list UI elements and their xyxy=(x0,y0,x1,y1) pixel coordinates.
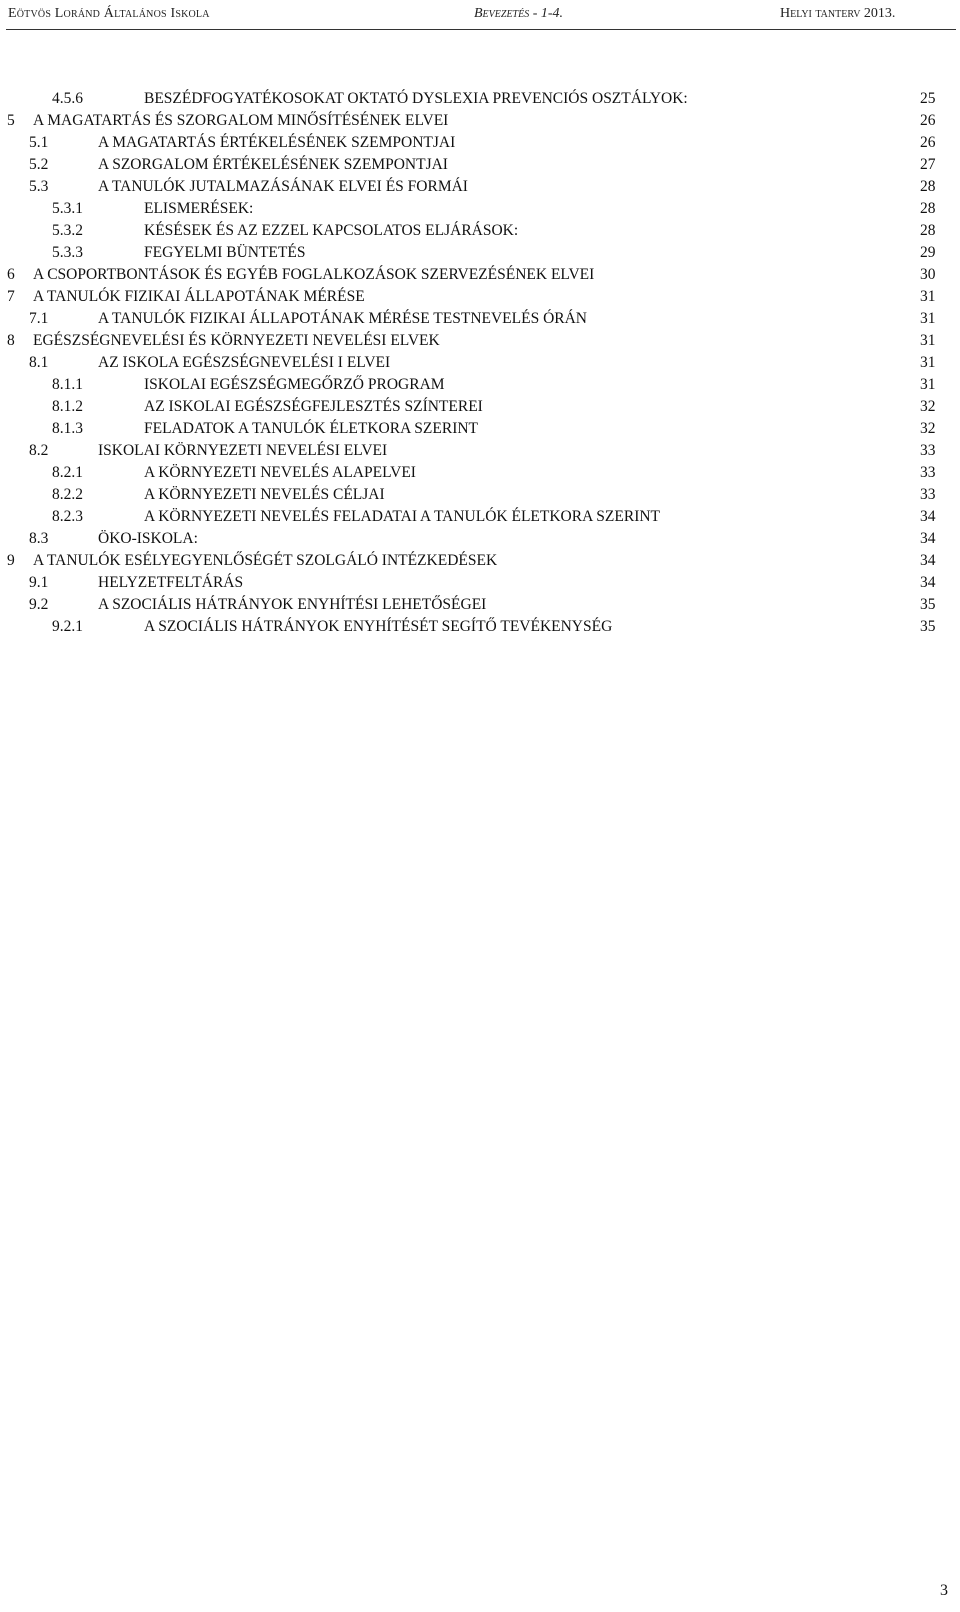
toc-entry[interactable] xyxy=(0,110,960,132)
toc-entry-page: 26 xyxy=(920,112,936,129)
table-of-contents xyxy=(0,88,960,638)
toc-entry-title: A SZORGALOM ÉRTÉKELÉSÉNEK SZEMPONTJAI xyxy=(98,156,448,173)
toc-entry-page: 32 xyxy=(920,398,936,415)
toc-entry[interactable] xyxy=(0,528,960,550)
toc-entry[interactable] xyxy=(0,330,960,352)
toc-entry-title: ÖKO-ISKOLA: xyxy=(98,530,198,547)
toc-entry-title: HELYZETFELTÁRÁS xyxy=(98,574,244,591)
header-divider xyxy=(6,29,956,30)
toc-entry-page: 34 xyxy=(920,530,936,547)
toc-entry-title: FELADATOK A TANULÓK ÉLETKORA SZERINT xyxy=(144,420,479,437)
toc-entry-title: BESZÉDFOGYATÉKOSOKAT OKTATÓ DYSLEXIA PREVENCIÓS OSZTÁLYOK: xyxy=(144,90,688,107)
toc-entry-page: 29 xyxy=(920,244,936,261)
toc-entry-title: FEGYELMI BÜNTETÉS xyxy=(144,244,306,261)
toc-entry-title: A KÖRNYEZETI NEVELÉS FELADATAI A TANULÓK ÉLETKORA SZERINT xyxy=(144,508,661,525)
toc-entry-title: A KÖRNYEZETI NEVELÉS ALAPELVEI xyxy=(144,464,416,481)
toc-entry-page: 28 xyxy=(920,200,936,217)
toc-entry-page: 35 xyxy=(920,596,936,613)
toc-entry-number: 8.1.3 xyxy=(52,420,83,437)
toc-entry-number: 7 xyxy=(7,288,15,305)
toc-entry-title: A CSOPORTBONTÁSOK ÉS EGYÉB FOGLALKOZÁSOK SZERVEZÉSÉNEK ELVEI xyxy=(33,266,595,283)
toc-entry-page: 28 xyxy=(920,178,936,195)
toc-entry-title: A MAGATARTÁS ÉS SZORGALOM MINŐSÍTÉSÉNEK ELVEI xyxy=(33,112,449,129)
toc-entry-title: A TANULÓK JUTALMAZÁSÁNAK ELVEI ÉS FORMÁI xyxy=(98,178,468,195)
toc-entry-number: 6 xyxy=(7,266,15,283)
toc-entry-page: 31 xyxy=(920,288,936,305)
toc-entry[interactable] xyxy=(0,132,960,154)
toc-entry-number: 5.3.1 xyxy=(52,200,83,217)
page-number: 3 xyxy=(940,1582,948,1599)
toc-entry-title: A MAGATARTÁS ÉRTÉKELÉSÉNEK SZEMPONTJAI xyxy=(98,134,456,151)
toc-entry-title: A TANULÓK FIZIKAI ÁLLAPOTÁNAK MÉRÉSE xyxy=(33,288,365,305)
toc-entry-number: 5 xyxy=(7,112,15,129)
toc-entry-page: 27 xyxy=(920,156,936,173)
toc-entry[interactable] xyxy=(0,176,960,198)
toc-entry-title: ISKOLAI EGÉSZSÉGMEGŐRZŐ PROGRAM xyxy=(144,376,445,393)
toc-entry-title: A SZOCIÁLIS HÁTRÁNYOK ENYHÍTÉSI LEHETŐSÉGEI xyxy=(98,596,487,613)
toc-entry-number: 8 xyxy=(7,332,15,349)
toc-entry[interactable] xyxy=(0,616,960,638)
toc-entry-title: EGÉSZSÉGNEVELÉSI ÉS KÖRNYEZETI NEVELÉSI ELVEK xyxy=(33,332,440,349)
toc-entry-page: 28 xyxy=(920,222,936,239)
toc-entry-title: ELISMERÉSEK: xyxy=(144,200,254,217)
toc-entry[interactable] xyxy=(0,264,960,286)
toc-entry[interactable] xyxy=(0,242,960,264)
toc-entry-number: 5.3 xyxy=(29,178,49,195)
toc-entry-number: 9.1 xyxy=(29,574,49,591)
header-school-name: Eötvös Loránd Általános Iskola xyxy=(8,6,210,21)
toc-entry-number: 8.1.2 xyxy=(52,398,83,415)
toc-entry-page: 31 xyxy=(920,376,936,393)
toc-entry-page: 33 xyxy=(920,486,936,503)
toc-entry-title: A SZOCIÁLIS HÁTRÁNYOK ENYHÍTÉSÉT SEGÍTŐ TEVÉKENYSÉG xyxy=(144,618,613,635)
toc-entry[interactable] xyxy=(0,374,960,396)
toc-entry-number: 5.3.2 xyxy=(52,222,83,239)
toc-entry-number: 9.2.1 xyxy=(52,618,83,635)
toc-entry[interactable] xyxy=(0,506,960,528)
toc-entry-page: 34 xyxy=(920,508,936,525)
toc-entry-page: 33 xyxy=(920,464,936,481)
toc-entry[interactable] xyxy=(0,220,960,242)
toc-entry-page: 31 xyxy=(920,354,936,371)
toc-entry[interactable] xyxy=(0,484,960,506)
toc-entry-page: 34 xyxy=(920,574,936,591)
toc-entry-number: 8.2.2 xyxy=(52,486,83,503)
toc-entry[interactable] xyxy=(0,198,960,220)
toc-entry-title: A TANULÓK ESÉLYEGYENLŐSÉGÉT SZOLGÁLÓ INTÉZKEDÉSEK xyxy=(33,552,498,569)
toc-entry-page: 31 xyxy=(920,332,936,349)
toc-entry-page: 26 xyxy=(920,134,936,151)
toc-entry-page: 31 xyxy=(920,310,936,327)
toc-entry[interactable] xyxy=(0,308,960,330)
toc-entry[interactable] xyxy=(0,352,960,374)
toc-entry-page: 34 xyxy=(920,552,936,569)
toc-entry-number: 8.1.1 xyxy=(52,376,83,393)
toc-entry-number: 5.2 xyxy=(29,156,49,173)
toc-entry-page: 33 xyxy=(920,442,936,459)
toc-entry[interactable] xyxy=(0,594,960,616)
toc-entry-number: 9 xyxy=(7,552,15,569)
toc-entry-title: A TANULÓK FIZIKAI ÁLLAPOTÁNAK MÉRÉSE TESTNEVELÉS ÓRÁN xyxy=(98,310,587,327)
toc-entry-title: ISKOLAI KÖRNYEZETI NEVELÉSI ELVEI xyxy=(98,442,388,459)
toc-entry[interactable] xyxy=(0,462,960,484)
toc-entry-number: 8.2.3 xyxy=(52,508,83,525)
toc-entry-page: 32 xyxy=(920,420,936,437)
toc-entry[interactable] xyxy=(0,572,960,594)
toc-entry-number: 8.2.1 xyxy=(52,464,83,481)
toc-entry-number: 4.5.6 xyxy=(52,90,83,107)
toc-entry-title: A KÖRNYEZETI NEVELÉS CÉLJAI xyxy=(144,486,385,503)
toc-entry-number: 8.3 xyxy=(29,530,49,547)
toc-entry[interactable] xyxy=(0,396,960,418)
toc-entry-number: 9.2 xyxy=(29,596,49,613)
toc-entry-number: 8.1 xyxy=(29,354,49,371)
toc-entry-page: 30 xyxy=(920,266,936,283)
header-document-title: Helyi tanterv 2013. xyxy=(780,6,896,21)
toc-entry-title: AZ ISKOLA EGÉSZSÉGNEVELÉSI I ELVEI xyxy=(98,354,391,371)
toc-entry[interactable] xyxy=(0,88,960,110)
toc-entry-number: 5.1 xyxy=(29,134,49,151)
toc-entry[interactable] xyxy=(0,418,960,440)
toc-entry[interactable] xyxy=(0,440,960,462)
toc-entry[interactable] xyxy=(0,154,960,176)
toc-entry[interactable] xyxy=(0,550,960,572)
toc-entry-number: 7.1 xyxy=(29,310,49,327)
toc-entry-page: 35 xyxy=(920,618,936,635)
toc-entry-title: AZ ISKOLAI EGÉSZSÉGFEJLESZTÉS SZÍNTEREI xyxy=(144,398,483,415)
toc-entry-number: 8.2 xyxy=(29,442,49,459)
toc-entry[interactable] xyxy=(0,286,960,308)
toc-entry-number: 5.3.3 xyxy=(52,244,83,261)
toc-entry-page: 25 xyxy=(920,90,936,107)
toc-entry-title: KÉSÉSEK ÉS AZ EZZEL KAPCSOLATOS ELJÁRÁSOK: xyxy=(144,222,519,239)
page-header xyxy=(0,0,960,30)
header-section: Bevezetés - 1-4. xyxy=(474,6,564,21)
